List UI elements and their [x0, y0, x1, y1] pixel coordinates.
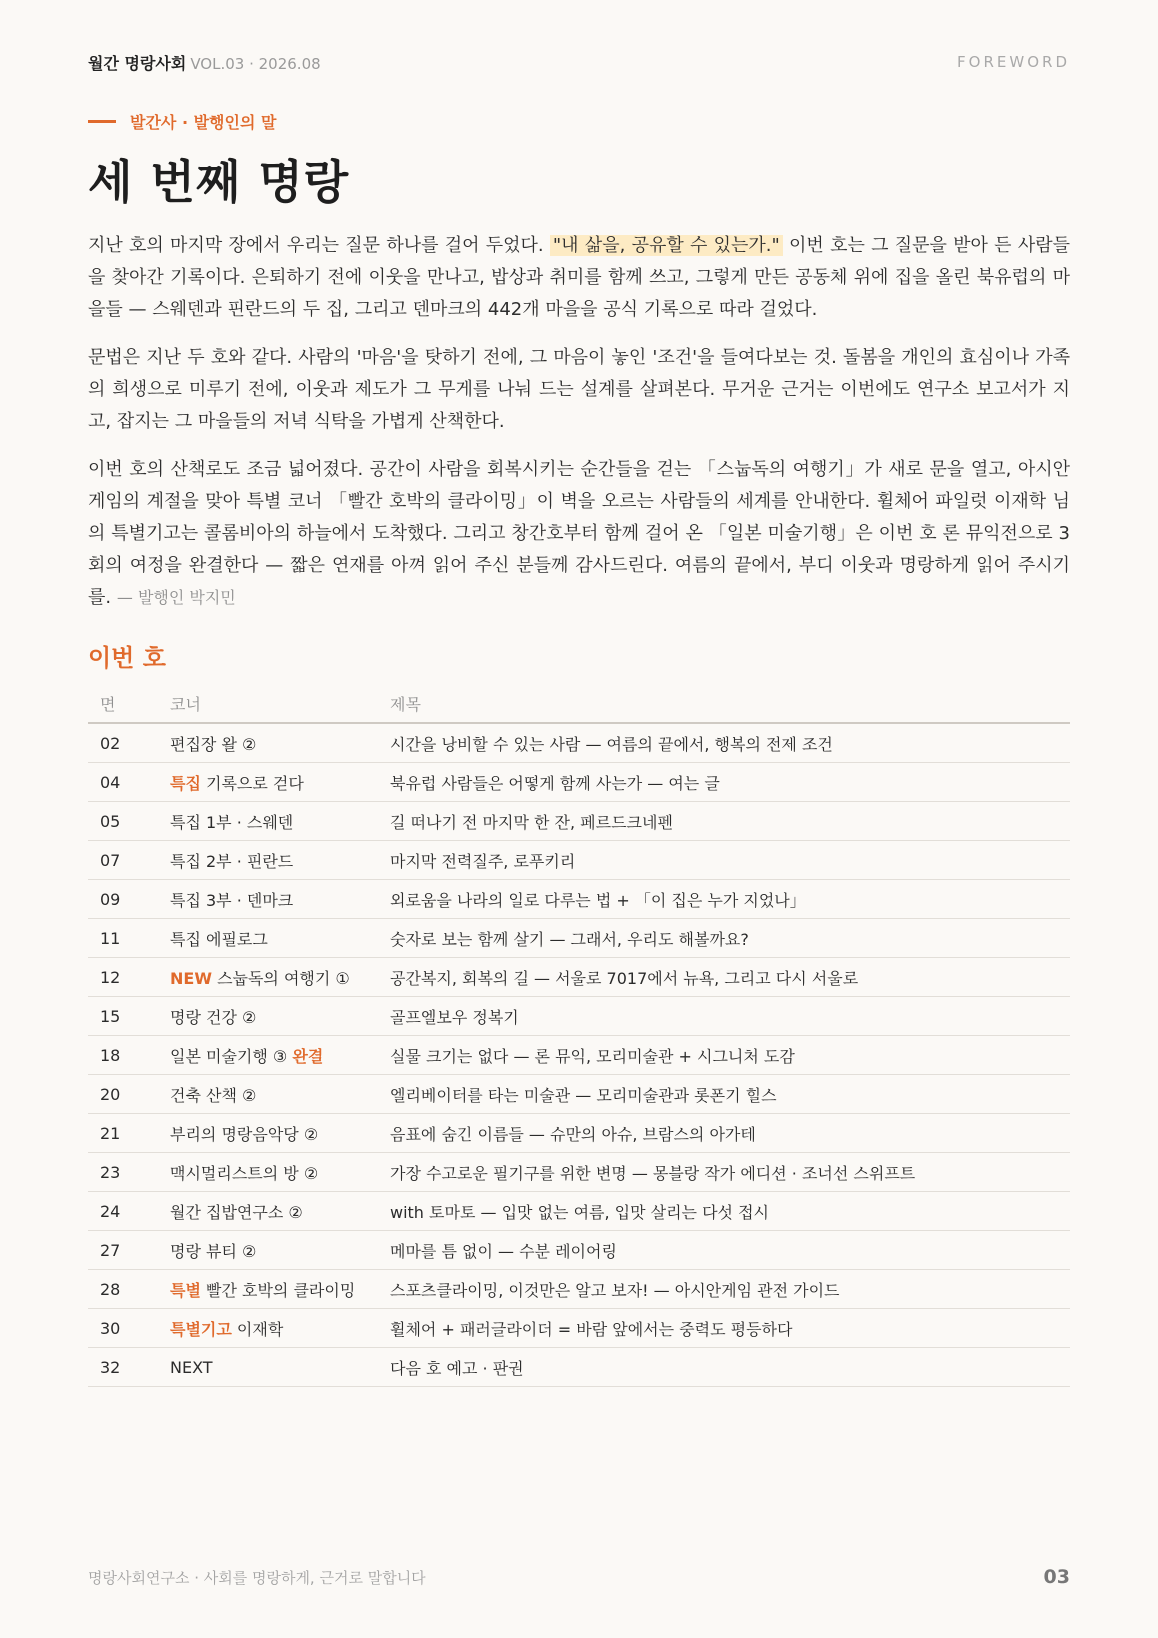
toc-article-title: 골프엘보우 정복기: [378, 997, 1070, 1036]
issue-info: VOL.03 · 2026.08: [190, 54, 321, 73]
table-row: [88, 1270, 1070, 1309]
corner-name: 일본 미술기행 ③: [170, 1046, 288, 1066]
toc-article-title: 실물 크기는 없다 — 론 뮤익, 모리미술관 + 시그니처 도감: [378, 1036, 1070, 1075]
corner-name: 부리의 명랑음악당 ②: [170, 1124, 319, 1144]
highlighted-quote: "내 삶을, 공유할 수 있는가.": [550, 235, 783, 256]
toc-page-number: 30: [88, 1309, 158, 1348]
paragraph-2: 문법은 지난 두 호와 같다. 사람의 '마음'을 탓하기 전에, 그 마음이 놓인 '조건'을 들여다보는 것. 돌봄을 개인의 효심이나 가족의 희생으로 미루기 전에, 이웃과 제도가 그 무게를 나눠 드는 설계를 살펴본다. 무거운 근거는 이번에도 연구소 보고서가 지고, 잡지는 그 마을들의 저녁 식탁을 가볍게 산책한다.: [88, 347, 1070, 432]
corner-name: 기록으로 걷다: [206, 773, 304, 793]
toc-article-title: 외로움을 나라의 일로 다루는 법 + 「이 집은 누가 지었나」: [378, 880, 1070, 919]
table-row: [88, 1309, 1070, 1348]
toc-article-title: 길 떠나기 전 마지막 한 잔, 페르드크네펜: [378, 802, 1070, 841]
page: [88, 0, 1070, 1638]
table-row: [88, 1036, 1070, 1075]
toc-page-number: 28: [88, 1270, 158, 1309]
kicker-bar: [88, 120, 116, 123]
corner-name: 스눕독의 여행기 ①: [217, 968, 350, 988]
toc-corner: [158, 802, 378, 841]
toc-corner: [158, 997, 378, 1036]
toc-page-number: 20: [88, 1075, 158, 1114]
toc-article-title: 마지막 전력질주, 로푸키리: [378, 841, 1070, 880]
section-label: FOREWORD: [957, 53, 1070, 71]
corner-name: 특집 에필로그: [170, 929, 268, 949]
corner-name: 특집 1부 · 스웨덴: [170, 812, 294, 832]
table-row: [88, 841, 1070, 880]
col-header-page: 면: [88, 684, 158, 723]
toc-page-number: 11: [88, 919, 158, 958]
paragraph-3-body: 이번 호의 산책로도 조금 넓어졌다. 공간이 사람을 회복시키는 순간들을 걷는 「스눕독의 여행기」가 새로 문을 열고, 아시안게임의 계절을 맞아 특별 코너 「빨간 호박의 클라이밍」이 벽을 오르는 사람들의 세계를 안내한다. 휠체어 파일럿 이재학 님의 특별기고는 콜롬비아의 하늘에서 도착했다. 그리고 창간호부터 함께 걸어 온 「일본 미술기행」은 이번 호 론 뮤익전으로 3회의 여정을 완결한다 — 짧은 연재를 아껴 읽어 주신 분들께 감사드린다. 여름의 끝에서, 부디 이웃과 명랑하게 읽어 주시기를.: [88, 459, 1070, 608]
toc-page-number: 02: [88, 723, 158, 763]
toc-page-number: 12: [88, 958, 158, 997]
page-footer: [88, 1566, 1070, 1588]
toc-header-row: [88, 684, 1070, 723]
kicker-text: 발간사 · 발행인의 말: [130, 113, 277, 132]
toc-corner: [158, 1231, 378, 1270]
toc-article-title: with 토마토 — 입맛 없는 여름, 입맛 살리는 다섯 접시: [378, 1192, 1070, 1231]
table-row: [88, 763, 1070, 802]
corner-tag: NEW: [170, 968, 212, 988]
page-number: 03: [1043, 1566, 1070, 1588]
toc-corner: [158, 1348, 378, 1387]
toc-page-number: 04: [88, 763, 158, 802]
corner-tag: 특집: [170, 773, 201, 793]
toc-corner: [158, 763, 378, 802]
kicker: [88, 110, 276, 133]
toc-page-number: 24: [88, 1192, 158, 1231]
toc-corner: [158, 1075, 378, 1114]
toc-page-number: 15: [88, 997, 158, 1036]
toc-article-title: 북유럽 사람들은 어떻게 함께 사는가 — 여는 글: [378, 763, 1070, 802]
toc-corner: [158, 1192, 378, 1231]
footer-tagline: 명랑사회연구소 · 사회를 명랑하게, 근거로 말합니다: [88, 1568, 426, 1587]
paragraph-1: [88, 230, 1070, 326]
table-row: [88, 958, 1070, 997]
corner-name: 명랑 건강 ②: [170, 1007, 257, 1027]
paragraph-3: [88, 454, 1070, 614]
toc-article-title: 메마를 틈 없이 — 수분 레이어링: [378, 1231, 1070, 1270]
magazine-title: 월간 명랑사회: [88, 53, 187, 73]
toc-page-number: 09: [88, 880, 158, 919]
paragraph-1-lead: 지난 호의 마지막 장에서 우리는 질문 하나를 걸어 두었다.: [88, 235, 544, 256]
running-header: [88, 50, 1070, 74]
toc-article-title: 다음 호 예고 · 판권: [378, 1348, 1070, 1387]
table-row: [88, 1075, 1070, 1114]
table-row: [88, 802, 1070, 841]
toc-page-number: 32: [88, 1348, 158, 1387]
corner-name: 이재학: [236, 1319, 284, 1339]
table-row: [88, 1153, 1070, 1192]
col-header-corner: 코너: [158, 684, 378, 723]
toc-heading: 이번 호: [88, 644, 166, 672]
toc-corner: [158, 1309, 378, 1348]
toc-page-number: 18: [88, 1036, 158, 1075]
toc-corner: [158, 1270, 378, 1309]
corner-tag: 특별기고: [170, 1319, 232, 1339]
toc-article-title: 시간을 낭비할 수 있는 사람 — 여름의 끝에서, 행복의 전제 조건: [378, 723, 1070, 763]
corner-name: 맥시멀리스트의 방 ②: [170, 1163, 319, 1183]
toc-page-number: 23: [88, 1153, 158, 1192]
corner-name: 편집장 왈 ②: [170, 734, 257, 754]
corner-name: 월간 집밥연구소 ②: [170, 1202, 303, 1222]
toc-corner: [158, 880, 378, 919]
corner-name: 건축 산책 ②: [170, 1085, 257, 1105]
corner-name: 빨간 호박의 클라이밍: [206, 1280, 356, 1300]
table-row: [88, 1192, 1070, 1231]
corner-name: 특집 2부 · 핀란드: [170, 851, 294, 871]
magazine-name: [88, 51, 321, 74]
toc-corner: [158, 723, 378, 763]
corner-name: NEXT: [170, 1357, 213, 1377]
toc-article-title: 숫자로 보는 함께 살기 — 그래서, 우리도 해볼까요?: [378, 919, 1070, 958]
toc-article-title: 휠체어 + 패러글라이더 = 바람 앞에서는 중력도 평등하다: [378, 1309, 1070, 1348]
toc-corner: [158, 958, 378, 997]
toc-page-number: 21: [88, 1114, 158, 1153]
table-row: [88, 919, 1070, 958]
toc-page-number: 07: [88, 841, 158, 880]
paragraph-1-body: 이번 호는 그 질문을 받아 든 사람들을 찾아간 기록이다. 은퇴하기 전에 이웃을 만나고, 밥상과 취미를 함께 쓰고, 그렇게 만든 공동체 위에 집을 올린 북유럽의 마을들 — 스웨덴과 핀란드의 두 집, 그리고 덴마크의 442개 마을을 공식 기록으로 따라 걸었다.: [88, 235, 1070, 320]
toc-article-title: 가장 수고로운 필기구를 위한 변명 — 몽블랑 작가 에디션 · 조너선 스위프트: [378, 1153, 1070, 1192]
corner-name: 특집 3부 · 덴마크: [170, 890, 294, 910]
corner-name: 명랑 뷰티 ②: [170, 1241, 257, 1261]
toc-article-title: 스포츠클라이밍, 이것만은 알고 보자! — 아시안게임 관전 가이드: [378, 1270, 1070, 1309]
table-row: [88, 880, 1070, 919]
toc-corner: [158, 919, 378, 958]
table-row: [88, 1231, 1070, 1270]
toc-page-number: 05: [88, 802, 158, 841]
publisher-signature: — 발행인 박지민: [116, 588, 236, 607]
toc-corner: [158, 841, 378, 880]
toc-article-title: 음표에 숨긴 이름들 — 슈만의 아슈, 브람스의 아가테: [378, 1114, 1070, 1153]
page-title: 세 번째 명랑: [88, 155, 350, 209]
corner-tag: 특별: [170, 1280, 201, 1300]
toc-corner: [158, 1114, 378, 1153]
table-row: [88, 1348, 1070, 1387]
toc-article-title: 공간복지, 회복의 길 — 서울로 7017에서 뉴욕, 그리고 다시 서울로: [378, 958, 1070, 997]
toc-corner: [158, 1036, 378, 1075]
table-row: [88, 997, 1070, 1036]
toc-page-number: 27: [88, 1231, 158, 1270]
table-row: [88, 1114, 1070, 1153]
toc-article-title: 엘리베이터를 타는 미술관 — 모리미술관과 롯폰기 힐스: [378, 1075, 1070, 1114]
corner-status-tag: 완결: [292, 1046, 324, 1066]
col-header-title: 제목: [378, 684, 1070, 723]
table-row: [88, 723, 1070, 763]
toc-corner: [158, 1153, 378, 1192]
table-of-contents: [88, 684, 1070, 1387]
